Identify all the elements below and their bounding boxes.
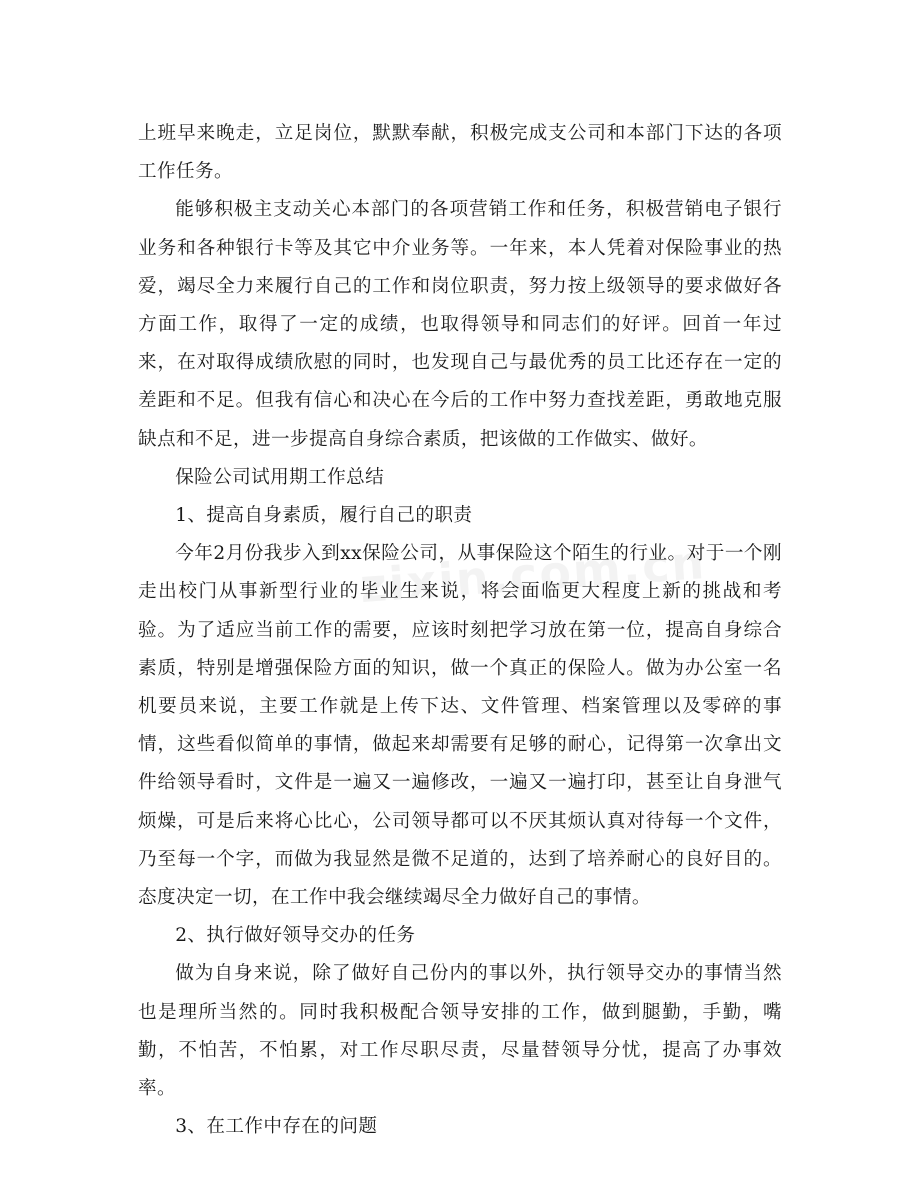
- paragraph-4: 做为自身来说，除了做好自己份内的事以外，执行领导交办的事情当然也是理所当然的。同时我积极配合领导安排的工作，做到腿勤，手勤，嘴勤，不怕苦，不怕累，对工作尽职尽责，尽量替领导分忧，提高了办事效率。: [138, 963, 782, 1100]
- paragraph-3: 今年2月份我步入到xx保险公司，从事保险这个陌生的行业。对于一个刚走出校门从事新型行业的毕业生来说，将会面临更大程度上新的挑战和考验。为了适应当前工作的需要，应该时刻把学习放在第一位，提高自身综合素质，特别是增强保险方面的知识，做一个真正的保险人。做为办公室一名机要员来说，主要工作就是上传下达、文件管理、档案管理以及零碎的事情，这些看似简单的事情，做起来却需要有足够的耐心，记得第一次拿出文件给领导看时，文件是一遍又一遍修改，一遍又一遍打印，甚至让自身泄气烦燥，可是后来将心比心，公司领导都可以不厌其烦认真对待每一个文件，乃至每一个字，而做为我显然是微不足道的，达到了培养耐心的良好目的。态度决定一切，在工作中我会继续竭尽全力做好自己的事情。: [138, 543, 782, 909]
- heading-1: 1、提高自身素质，履行自己的职责: [175, 505, 473, 527]
- paragraph-2: 能够积极主支动关心本部门的各项营销工作和任务，积极营销电子银行业务和各种银行卡等及其它中介业务等。一年来，本人凭着对保险事业的热爱，竭尽全力来履行自己的工作和岗位职责，努力按上级领导的要求做好各方面工作，取得了一定的成绩，也取得领导和同志们的好评。回首一年过来，在对取得成绩欣慰的同时，也发现自己与最优秀的员工比还存在一定的差距和不足。但我有信心和决心在今后的工作中努力查找差距，勇敢地克服缺点和不足，进一步提高自身综合素质，把该做的工作做实、做好。: [138, 199, 782, 450]
- document-body: [138, 115, 782, 1146]
- paragraph-1: 上班早来晚走，立足岗位，默默奉献，积极完成支公司和本部门下达的各项工作任务。: [138, 123, 782, 183]
- heading-2: 2、执行做好领导交办的任务: [175, 925, 416, 947]
- heading-3: 3、在工作中存在的问题: [175, 1116, 378, 1138]
- section-title: 保险公司试用期工作总结: [175, 466, 385, 488]
